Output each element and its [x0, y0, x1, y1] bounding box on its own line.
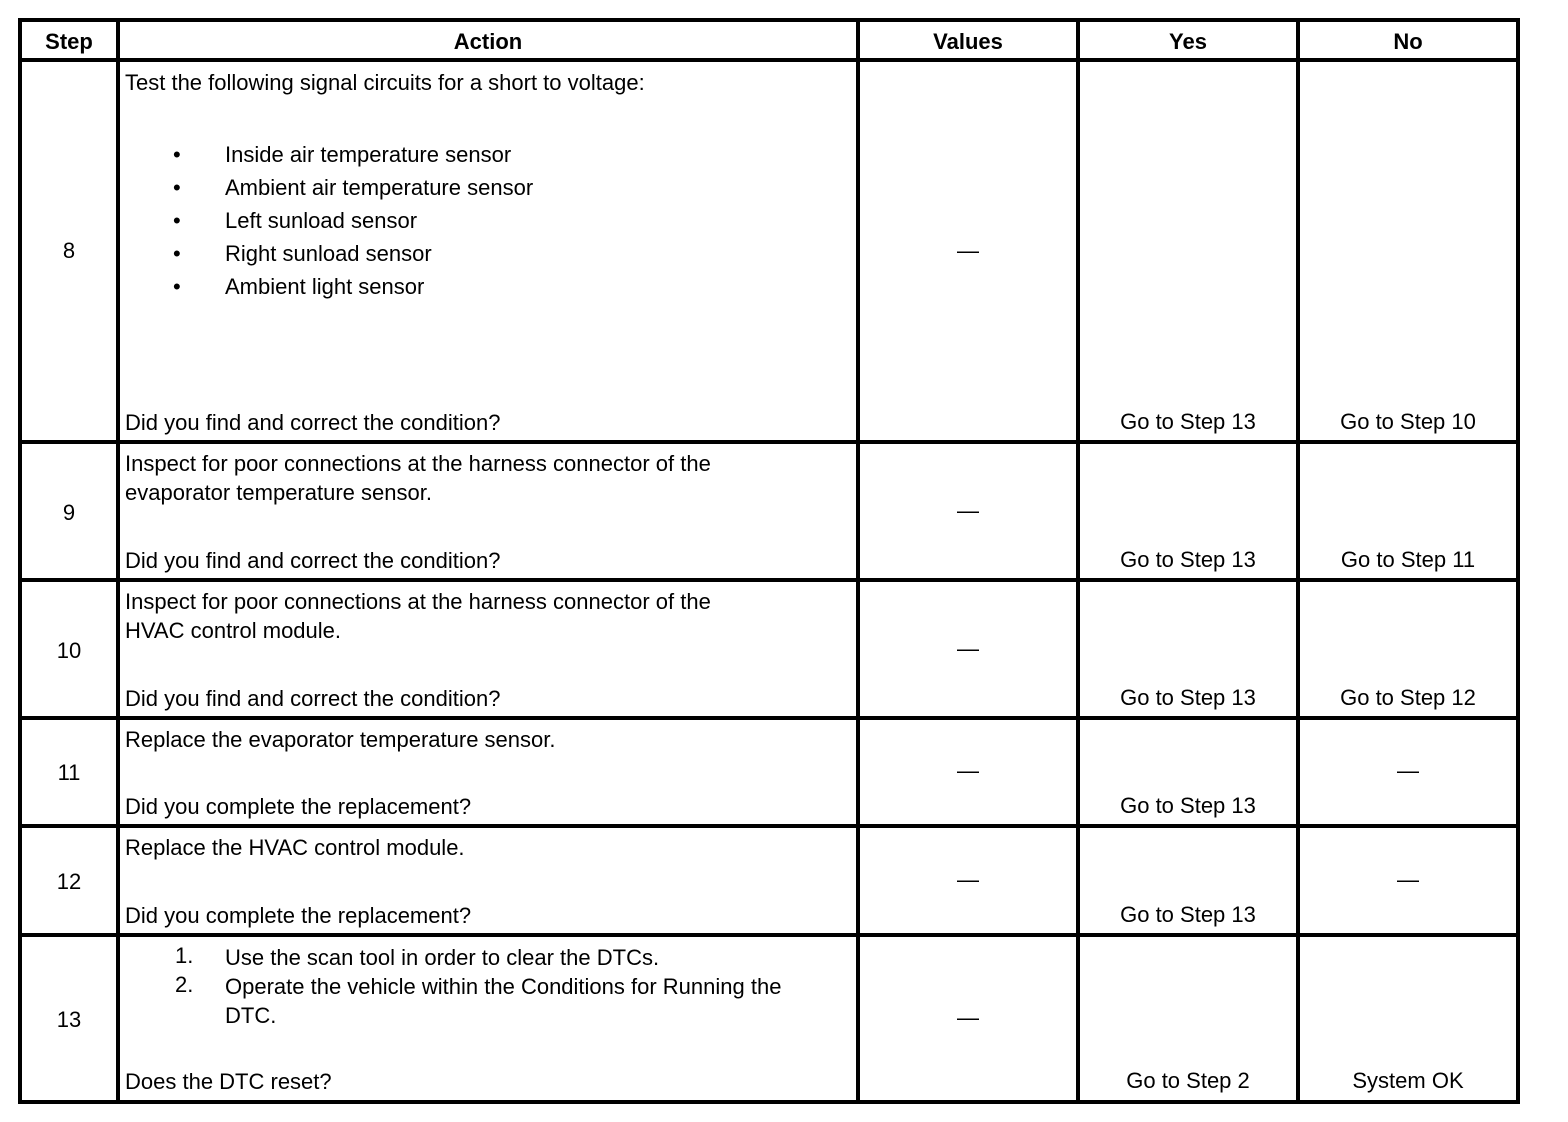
header-values: Values	[933, 29, 1003, 54]
yes-cell: Go to Step 13	[1120, 547, 1256, 572]
yes-cell: Go to Step 13	[1120, 409, 1256, 434]
no-cell: System OK	[1352, 1068, 1464, 1093]
values-cell: —	[957, 867, 979, 892]
list-item: Inside air temperature sensor	[225, 142, 512, 167]
row-divider	[18, 933, 1520, 937]
step-number: 9	[62, 500, 76, 525]
diagnostic-table	[18, 18, 1520, 1104]
step-number: 10	[56, 638, 82, 663]
bullet-icon: •	[173, 142, 181, 167]
action-text: HVAC control module.	[125, 618, 342, 643]
row-divider	[18, 578, 1520, 582]
header-step: Step	[45, 29, 93, 54]
list-item: Left sunload sensor	[225, 208, 418, 233]
row-divider	[18, 716, 1520, 720]
list-number: 1.	[175, 943, 194, 968]
row-divider	[18, 440, 1520, 444]
bullet-icon: •	[173, 175, 181, 200]
action-text: evaporator temperature sensor.	[125, 480, 432, 505]
header-yes: Yes	[1169, 29, 1207, 54]
yes-cell: Go to Step 2	[1126, 1068, 1250, 1093]
values-cell: —	[957, 498, 979, 523]
column-divider	[116, 18, 120, 1104]
action-question: Does the DTC reset?	[125, 1069, 332, 1094]
header-no: No	[1393, 29, 1423, 54]
action-question: Did you complete the replacement?	[125, 794, 472, 819]
values-cell: —	[957, 238, 979, 263]
no-cell: Go to Step 10	[1340, 409, 1476, 434]
action-text: Inspect for poor connections at the harness connector of the	[125, 589, 711, 614]
yes-cell: Go to Step 13	[1120, 902, 1256, 927]
table-border-bottom	[18, 1100, 1520, 1104]
table-border-right	[1516, 18, 1520, 1104]
no-cell: —	[1397, 758, 1419, 783]
action-question: Did you find and correct the condition?	[125, 548, 501, 573]
list-item: Right sunload sensor	[225, 241, 432, 266]
step-number: 13	[56, 1007, 82, 1032]
list-item: Use the scan tool in order to clear the DTCs.	[225, 945, 660, 970]
bullet-icon: •	[173, 274, 181, 299]
action-text: Replace the HVAC control module.	[125, 835, 465, 860]
row-divider	[18, 824, 1520, 828]
step-number: 8	[62, 238, 76, 263]
column-divider	[856, 18, 860, 1104]
no-cell: Go to Step 11	[1340, 547, 1476, 572]
no-cell: —	[1397, 867, 1419, 892]
action-question: Did you find and correct the condition?	[125, 410, 501, 435]
action-text: Inspect for poor connections at the harness connector of the	[125, 451, 711, 476]
step-number: 11	[57, 760, 81, 785]
values-cell: —	[957, 758, 979, 783]
action-question: Did you find and correct the condition?	[125, 686, 501, 711]
values-cell: —	[957, 1005, 979, 1030]
yes-cell: Go to Step 13	[1120, 685, 1256, 710]
action-question: Did you complete the replacement?	[125, 903, 472, 928]
no-cell: Go to Step 12	[1340, 685, 1476, 710]
values-cell: —	[957, 636, 979, 661]
step-number: 12	[56, 869, 82, 894]
list-item: Ambient light sensor	[225, 274, 425, 299]
action-text: Replace the evaporator temperature sensor.	[125, 727, 556, 752]
action-text: Test the following signal circuits for a short to voltage:	[125, 70, 645, 95]
bullet-icon: •	[173, 208, 181, 233]
list-number: 2.	[175, 972, 194, 997]
bullet-icon: •	[173, 241, 181, 266]
list-item: Operate the vehicle within the Conditions for Running the DTC.	[225, 974, 782, 1028]
yes-cell: Go to Step 13	[1120, 793, 1256, 818]
header-action: Action	[453, 29, 523, 54]
table-border-left	[18, 18, 22, 1104]
list-item: Ambient air temperature sensor	[225, 175, 534, 200]
